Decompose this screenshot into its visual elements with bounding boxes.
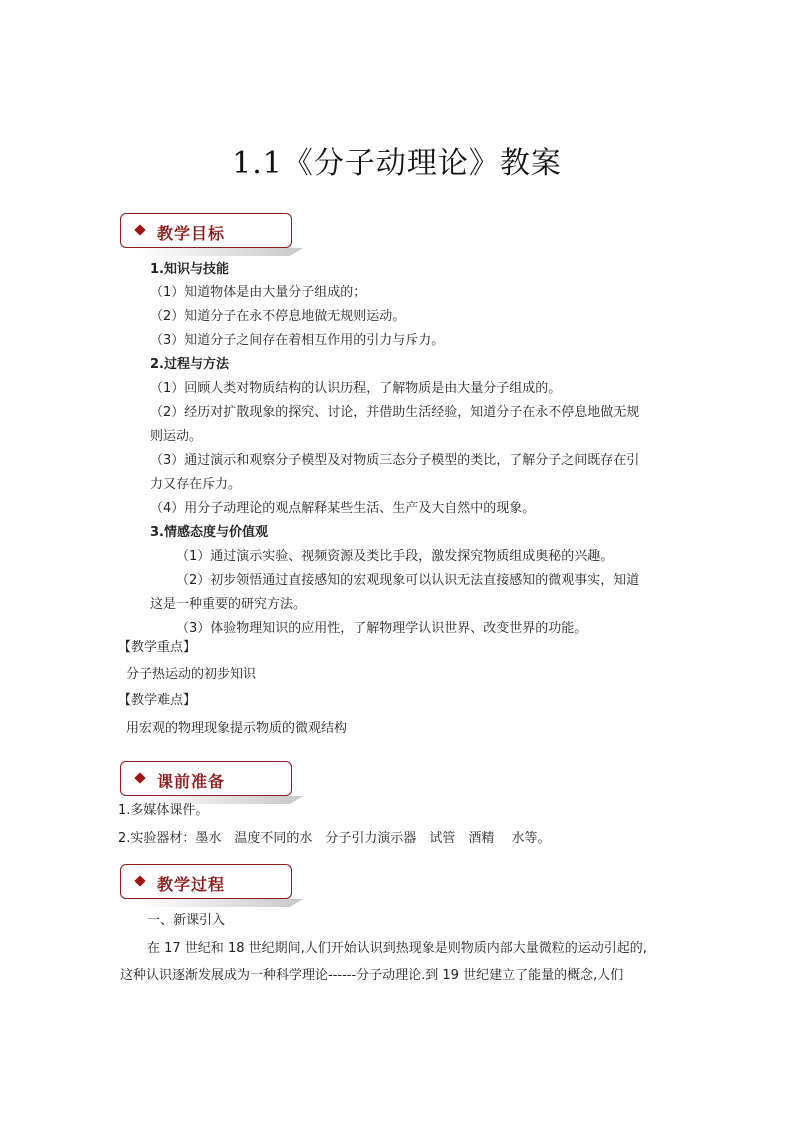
goal-item: （3）知道分子之间存在着相互作用的引力与斥力。 (150, 333, 445, 348)
difficulty-label: 【教学难点】 (118, 693, 197, 708)
goal-item: （3）体验物理知识的应用性，了解物理学认识世界、改变世界的功能。 (176, 621, 588, 636)
prep-item: 1.多媒体课件。 (118, 803, 209, 818)
section-header-process (120, 864, 292, 899)
goal-item: （4）用分子动理论的观点解释某些生活、生产及大自然中的现象。 (150, 501, 536, 516)
key-point-label: 【教学重点】 (118, 640, 197, 655)
goal-item: （2）初步领悟通过直接感知的宏观现象可以认识无法直接感知的微观事实，知道 (176, 573, 640, 588)
key-point-text: 分子热运动的初步知识 (126, 667, 257, 682)
process-paragraph-line: 这种认识逐渐发展成为一种科学理论------分子动理论.到 19 世纪建立了能量的概念,人们 (120, 968, 624, 983)
diamond-bullet-icon (134, 772, 145, 783)
section-header-label: 教学目标 (157, 224, 226, 243)
process-paragraph-line: 在 17 世纪和 18 世纪期间,人们开始认识到热现象是则物质内部大量微粒的运动引起的, (147, 941, 647, 956)
goal-item: （3）通过演示和观察分子模型及对物质三态分子模型的类比，了解分子之间既存在引 (150, 453, 640, 468)
process-heading: 一、新课引入 (147, 913, 226, 928)
goal-item-cont: 则运动。 (150, 429, 203, 444)
goal-item-cont: 这是一种重要的研究方法。 (150, 597, 307, 612)
diamond-bullet-icon (134, 875, 145, 886)
prep-item: 2.实验器材：墨水 温度不同的水 分子引力演示器 试管 酒精 水等。 (118, 831, 551, 846)
goal-item: （1）知道物体是由大量分子组成的； (150, 285, 367, 300)
goal-item-cont: 力又存在斥力。 (150, 477, 242, 492)
goal-item: （2）知道分子在永不停息地做无规则运动。 (150, 309, 406, 324)
header-shadow (139, 899, 303, 907)
goal-item: （1）回顾人类对物质结构的认识历程，了解物质是由大量分子组成的。 (150, 381, 562, 396)
diamond-bullet-icon (134, 224, 145, 235)
section-header-label: 课前准备 (157, 772, 226, 791)
section-header-goals (120, 213, 292, 248)
goal-item: （2）经历对扩散现象的探究、讨论，并借助生活经验，知道分子在永不停息地做无规 (150, 405, 640, 420)
page-title: 1.1《分子动理论》教案 (232, 146, 562, 181)
difficulty-text: 用宏观的物理现象提示物质的微观结构 (126, 721, 348, 736)
subheading-knowledge: 1.知识与技能 (150, 262, 229, 277)
subheading-process: 2.过程与方法 (150, 357, 229, 372)
header-shadow (139, 248, 303, 256)
section-header-label: 教学过程 (157, 875, 226, 894)
goal-item: （1）通过演示实验、视频资源及类比手段，激发探究物质组成奥秘的兴趣。 (176, 549, 614, 564)
section-header-prep (120, 761, 292, 796)
subheading-attitude: 3.情感态度与价值观 (150, 525, 268, 540)
